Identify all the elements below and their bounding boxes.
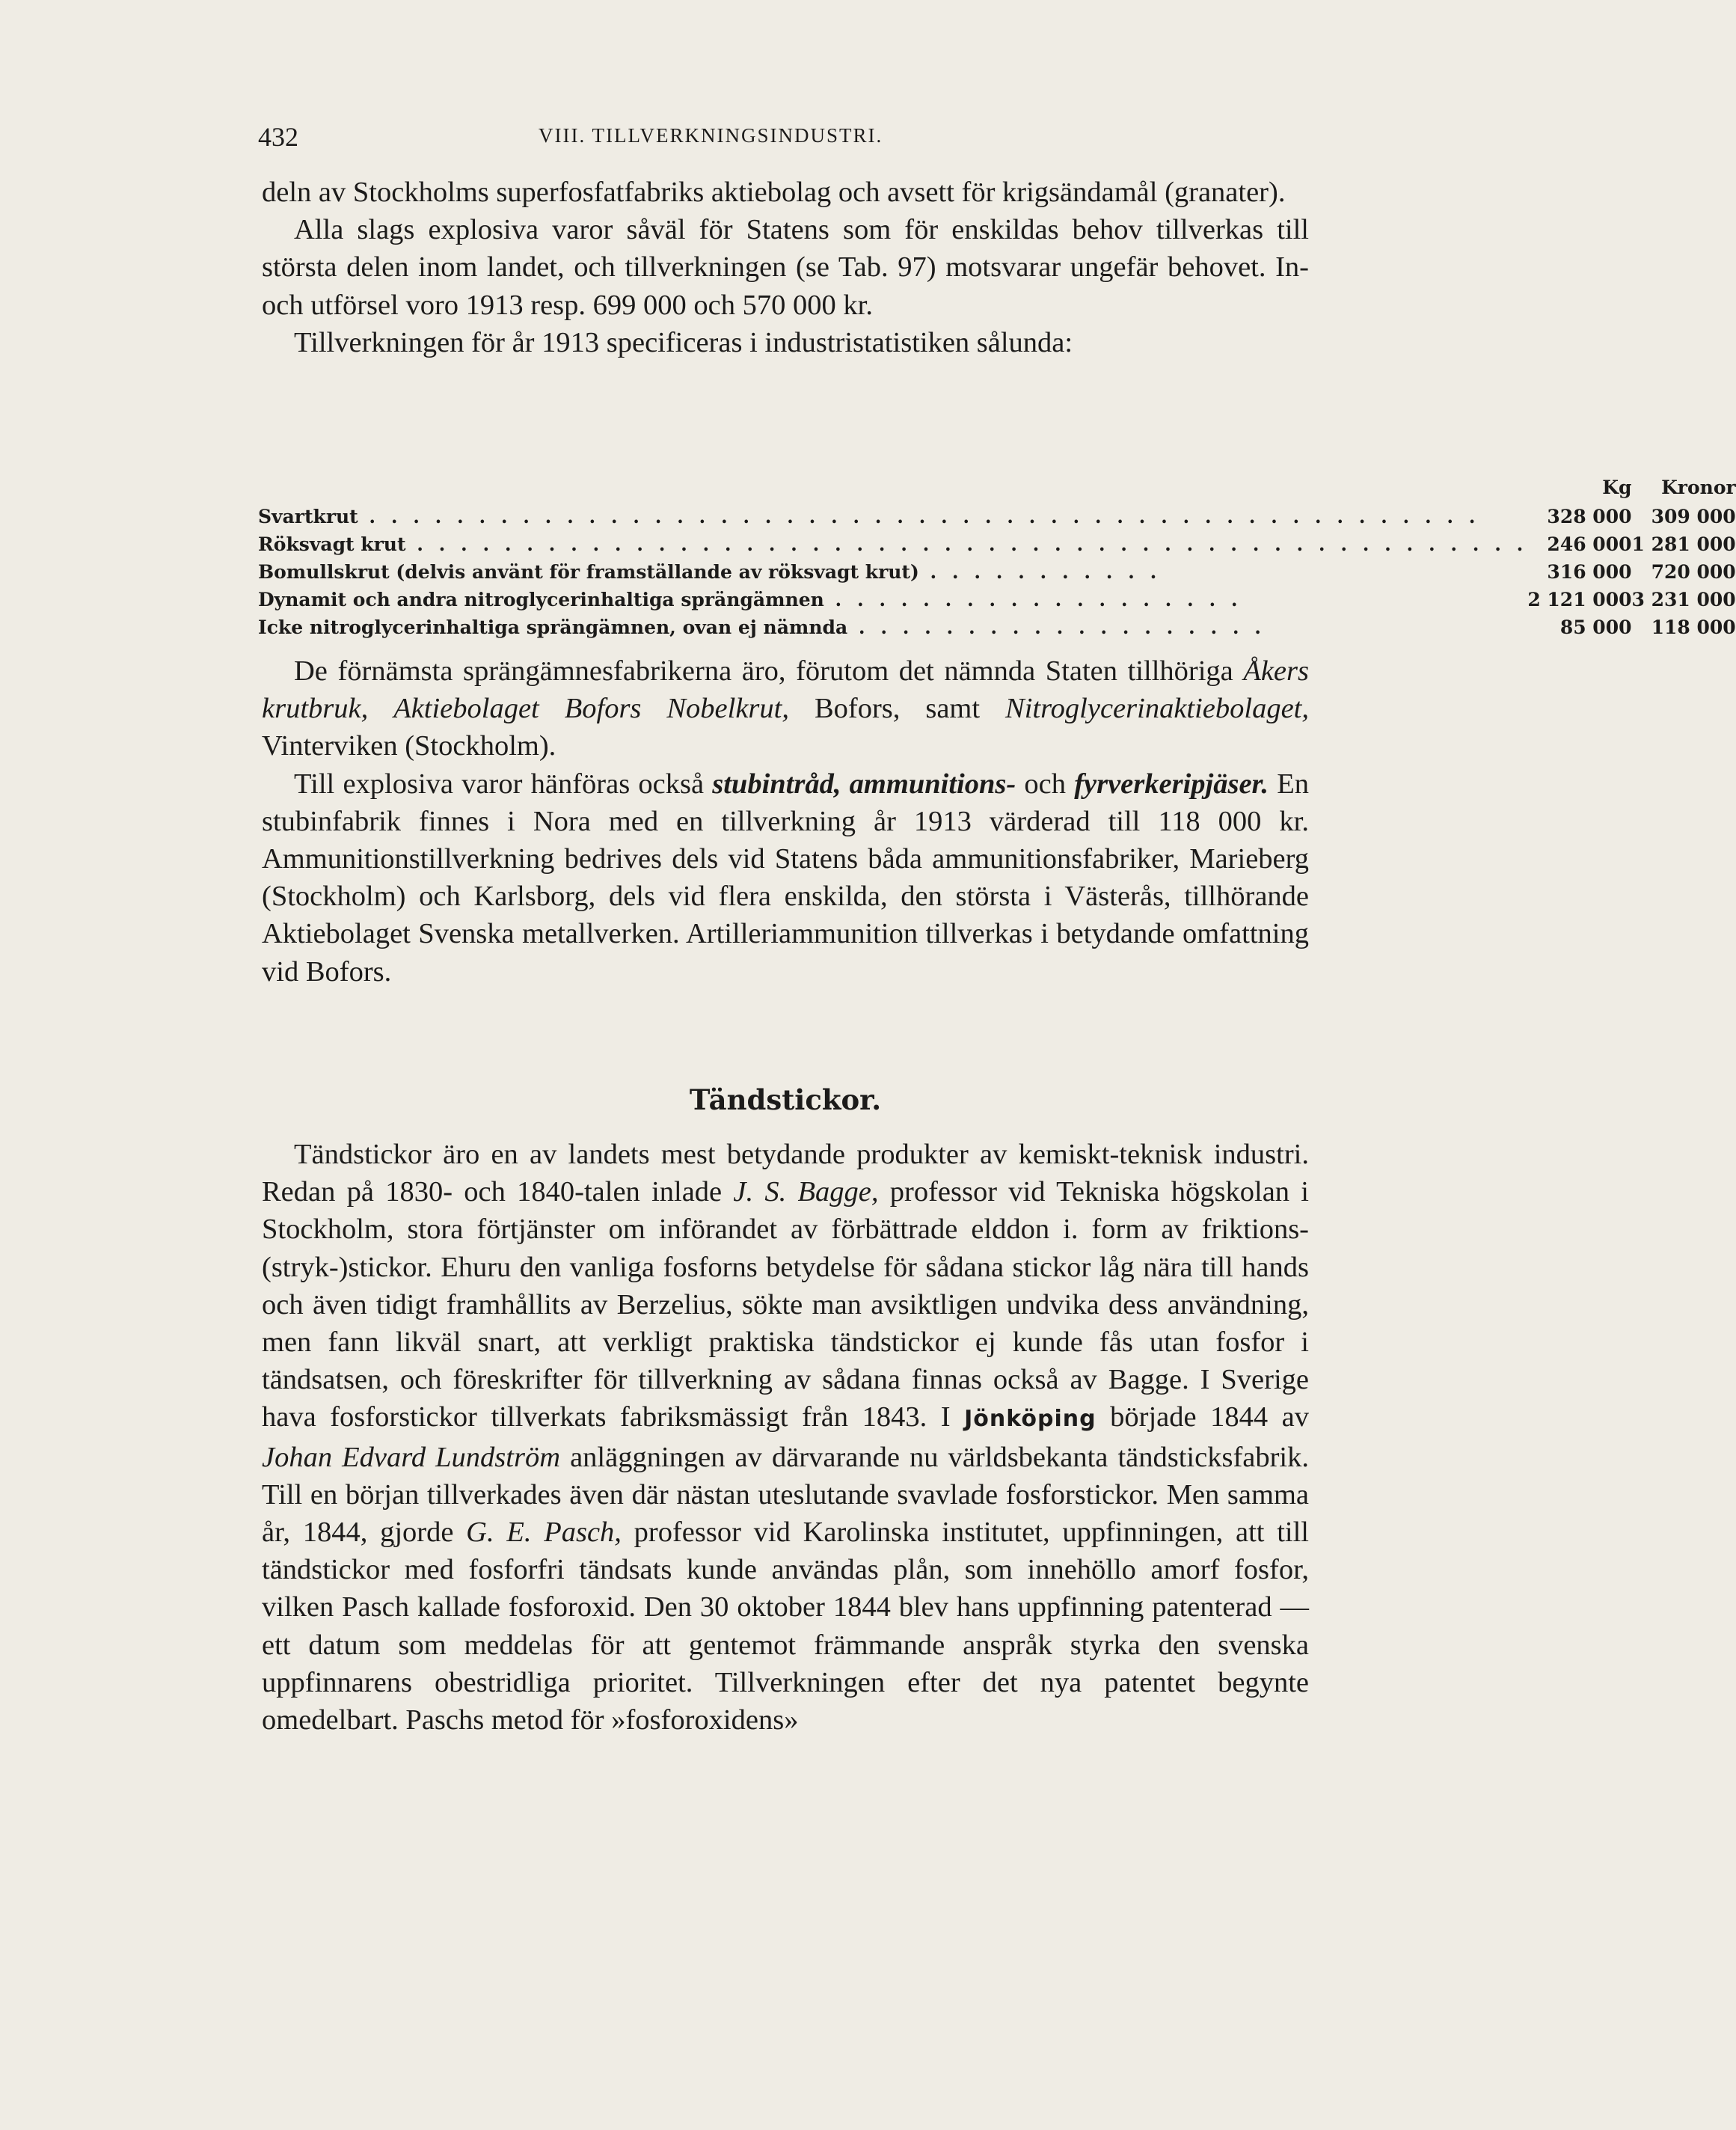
table-row — [258, 586, 1736, 613]
table-row — [258, 503, 1736, 530]
table-header-row — [258, 456, 1736, 503]
table-row — [258, 530, 1736, 558]
table-row-label: Svartkrut . . . . . . . . . . . . . . . . . . . . . . . . . . . . . . . . . . . . . . . . . . . . . . . . . . . — [258, 506, 1480, 527]
table-row-label: Dynamit och andra nitroglycerinhaltiga sprängämnen . . . . . . . . . . . . . . . . . . . — [258, 589, 1242, 610]
table-row-kronor: 720 000 — [1651, 561, 1736, 583]
intro-text — [262, 174, 1309, 361]
table-header-kronor: Kronor — [1661, 477, 1736, 498]
table-row-kg: 85 000 — [1559, 616, 1632, 638]
table-row-kg: 2 121 000 — [1527, 589, 1632, 610]
page-header — [258, 121, 1320, 159]
table-header-label — [258, 456, 1527, 503]
table-row-kronor: 3 231 000 — [1631, 589, 1736, 610]
paragraph: Alla slags explosiva varor såväl för Statens som för enskildas behov tillverkas till största delen inom landet, och tillverkningen (se Tab. 97) motsvarar ungefär behovet. In- och utförsel voro 1913 resp. 699 000 och 570 000 kr. — [262, 214, 1309, 321]
table-row-label: Bomullskrut (delvis använt för framställande av röksvagt krut) . . . . . . . . . . . — [258, 561, 1162, 583]
manufacturers-text — [262, 652, 1309, 991]
paragraph: De förnämsta sprängämnesfabrikerna äro, förutom det nämnda Staten tillhöriga Åkers krutbruk, Aktiebolaget Bofors Nobelkrut, Bofors, samt Nitroglycerinaktiebolaget, Vinterviken (Stockholm). — [262, 655, 1309, 762]
section-heading: Tändstickor. — [689, 1083, 882, 1116]
paragraph: Tändstickor äro en av landets mest betydande produkter av kemiskt-teknisk industri. Redan på 1830- och 1840-talen inlade J. S. Bagge, professor vid Tekniska högskolan i Stockholm, stora förtjänster om införandet av förbättrade elddon i. form av friktions-(stryk-)stickor. Ehuru den vanliga fosforns betydelse för sådana stickor låg nära till hands och även tidigt framhållits av Berzelius, sökte man avsiktligen undvika dess användning, men fann likväl snart, att verkligt praktiska tändstickor ej kunde fås utan fosfor i tändsatsen, och föreskrifter för tillverkning av sådana finnas också av Bagge. I Sverige hava fosforstickor tillverkats fabriksmässigt från 1843. I Jönköping började 1844 av Johan Edvard Lundström anläggningen av därvarande nu världsbekanta tändsticksfabrik. Till en början tillverkades även där nästan uteslutande svavlade fosforstickor. Men samma år, 1844, gjorde G. E. Pasch, professor vid Karolinska institutet, uppfinningen, att till tändstickor med fosforfri tändsats kunde användas plån, som innehöllo amorf fosfor, vilken Pasch kallade fosforoxid. Den 30 oktober 1844 blev hans uppfinning patenterad — ett datum som meddelas för att gentemot främmande anspråk styrka den svenska uppfinnarens obestridliga prioritet. Tillverkningen efter det nya patentet begynte omedelbart. Paschs metod för »fosforoxidens» — [262, 1139, 1310, 1736]
table-row-kg: 328 000 — [1547, 506, 1632, 527]
table-row-kg: 246 000 — [1547, 533, 1632, 555]
table-row-label: Röksvagt krut . . . . . . . . . . . . . . . . . . . . . . . . . . . . . . . . . . . . . . . . . . . . . . . . . . . — [258, 533, 1528, 555]
table-row-kg: 316 000 — [1547, 561, 1632, 583]
table-row-kronor: 1 281 000 — [1631, 533, 1736, 555]
table-row — [258, 613, 1736, 641]
table-row-label: Icke nitroglycerinhaltiga sprängämnen, ovan ej nämnda . . . . . . . . . . . . . . . . . . . — [258, 616, 1266, 638]
running-head: VIII. TILLVERKNINGSINDUSTRI. — [539, 124, 883, 147]
paragraph: Tillverkningen för år 1913 specificeras i industristatistiken sålunda: — [294, 326, 1073, 358]
matches-section-text — [262, 1136, 1309, 1739]
table-row — [258, 558, 1736, 586]
production-table — [258, 456, 1736, 641]
table-header-kg: Kg — [1602, 477, 1632, 498]
paragraph: deln av Stockholms superfosfatfabriks aktiebolag och avsett för krigsändamål (granater). — [262, 177, 1286, 208]
table-row-kronor: 309 000 — [1651, 506, 1736, 527]
page-number: 432 — [258, 122, 298, 152]
table-row-kronor: 118 000 — [1651, 616, 1736, 638]
paragraph: Till explosiva varor hänföras också stubintråd, ammunitions- och fyrverkeripjäser. En stubinfabrik finnes i Nora med en tillverkning år 1913 värderad till 118 000 kr. Ammunitionstillverkning bedrives dels vid Statens båda ammunitionsfabriker, Marieberg (Stockholm) och Karlsborg, dels vid flera enskilda, den största i Västerås, tillhörande Aktiebolaget Svenska metallverken. Artilleriammunition tillverkas i betydande omfattning vid Bofors. — [262, 768, 1309, 988]
